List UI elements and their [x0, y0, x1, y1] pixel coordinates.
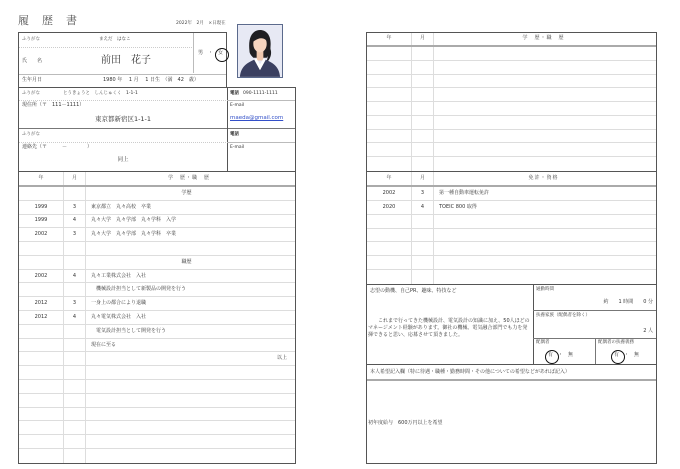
divider: [595, 338, 596, 364]
cell-year[interactable]: [19, 339, 64, 352]
cell-text[interactable]: 電気設計担当として開発を行う: [91, 327, 167, 334]
cell-text[interactable]: [434, 229, 656, 242]
cell-year[interactable]: [367, 270, 412, 284]
address-label[interactable]: 現住所（〒 111－1111）: [22, 102, 85, 108]
cell-text[interactable]: 学歴: [181, 189, 192, 196]
table-row: [367, 187, 656, 201]
table-row: [19, 201, 295, 215]
table-row: [367, 242, 656, 256]
cell-text[interactable]: [86, 380, 295, 393]
table-row: [19, 228, 295, 242]
cell-month[interactable]: [64, 449, 86, 463]
spouse-separator: ・: [558, 352, 564, 358]
cell-text[interactable]: 以上: [276, 355, 287, 362]
header-month: 月: [64, 172, 86, 185]
cell-text[interactable]: [434, 130, 656, 143]
licenses-table: [366, 171, 657, 285]
phone-label: 電話: [230, 91, 239, 96]
cell-month[interactable]: [412, 116, 434, 129]
divider: [19, 128, 295, 129]
contact-phone-label: 電話: [230, 132, 239, 137]
table-row: [19, 408, 295, 422]
name-label: 氏 名: [22, 58, 43, 64]
cell-month[interactable]: [64, 283, 86, 296]
cell-month[interactable]: [64, 435, 86, 448]
motivation-section: [366, 284, 657, 365]
cell-year[interactable]: [367, 143, 412, 156]
cell-text[interactable]: [434, 75, 656, 88]
cell-month[interactable]: [412, 61, 434, 74]
cell-year[interactable]: [367, 256, 412, 269]
wishes-text[interactable]: 初年度給与 600万円以上を希望: [368, 420, 443, 426]
document-date[interactable]: 2022年 2月 ×日現在: [176, 21, 226, 26]
cell-month[interactable]: [412, 130, 434, 143]
name-field[interactable]: 前田 花子: [101, 55, 151, 66]
address-furigana-label: ふりがな: [22, 91, 40, 96]
cell-month[interactable]: 3: [64, 297, 86, 310]
cell-year[interactable]: [19, 352, 64, 365]
cell-text[interactable]: [86, 435, 295, 448]
cell-text[interactable]: [86, 449, 295, 463]
cell-month[interactable]: 3: [412, 187, 434, 200]
spouse-selector[interactable]: [547, 353, 574, 358]
cell-month[interactable]: [412, 229, 434, 242]
dependents-label: 扶養家族（配偶者を除く）: [536, 313, 590, 318]
gender-female-option[interactable]: 女: [218, 50, 224, 56]
cell-text[interactable]: [86, 242, 295, 255]
cell-text[interactable]: [434, 143, 656, 156]
cell-month[interactable]: [64, 394, 86, 407]
contact-address-field[interactable]: 同上: [117, 157, 129, 163]
cell-year[interactable]: [367, 116, 412, 129]
table-header: [19, 172, 295, 187]
cell-month[interactable]: [412, 47, 434, 60]
cell-text[interactable]: [434, 116, 656, 129]
cell-month[interactable]: [412, 270, 434, 284]
cell-text[interactable]: 第一種自動車運転免許: [439, 189, 490, 196]
cell-text[interactable]: [434, 157, 656, 171]
divider: [227, 100, 295, 101]
table-row: [367, 88, 656, 102]
document-title: 履 歴 書: [18, 14, 78, 27]
table-row: [367, 157, 656, 171]
cell-text[interactable]: 機械設計担当として新製品の開発を行う: [91, 286, 187, 293]
gender-separator: ・: [208, 50, 214, 56]
address-section: [18, 87, 296, 172]
cell-text[interactable]: 丸々電気株式会社 入社: [91, 313, 147, 320]
cell-year[interactable]: 2002: [19, 228, 64, 241]
cell-text[interactable]: 現在に至る: [91, 341, 117, 348]
table-row: [19, 283, 295, 297]
cell-text[interactable]: 丸々大学 丸々学部 丸々学科 卒業: [91, 231, 177, 238]
cell-text[interactable]: [434, 61, 656, 74]
cell-month[interactable]: [64, 408, 86, 421]
table-row: [367, 61, 656, 75]
email-label: E-mail: [230, 103, 245, 108]
cell-text[interactable]: [434, 102, 656, 115]
spouse-support-label: 配偶者の扶養義務: [598, 340, 634, 345]
table-row: [367, 116, 656, 130]
contact-email-label: E-mail: [230, 145, 245, 150]
motivation-label: 志望の動機、自己PR、趣味、特技など: [370, 288, 457, 294]
cell-year[interactable]: [19, 380, 64, 393]
cell-text[interactable]: 丸々大学 丸々学部 丸々学科 入学: [91, 217, 177, 224]
portrait-photo[interactable]: [237, 24, 283, 78]
table-row: [19, 366, 295, 380]
cell-year[interactable]: 2012: [19, 297, 64, 310]
cell-year[interactable]: [367, 157, 412, 171]
divider: [193, 33, 194, 73]
cell-year[interactable]: 2020: [367, 201, 412, 214]
name-furigana-field[interactable]: まえだ はなこ: [99, 37, 131, 42]
table-row: [19, 187, 295, 201]
table-header: [367, 33, 656, 47]
cell-text[interactable]: [434, 88, 656, 101]
table-row: [367, 130, 656, 144]
cell-month[interactable]: [64, 187, 86, 200]
cell-text[interactable]: 一身上の都合により退職: [91, 300, 147, 307]
table-row: [19, 325, 295, 339]
cell-year[interactable]: [19, 256, 64, 269]
cell-year[interactable]: [19, 242, 64, 255]
table-row: [19, 339, 295, 353]
cell-month[interactable]: [412, 88, 434, 101]
table-row: [367, 143, 656, 157]
cell-year[interactable]: 1999: [19, 201, 64, 214]
contact-address-label[interactable]: 連絡先（〒 － ）: [22, 144, 93, 150]
contact-furigana-label: ふりがな: [22, 132, 40, 137]
wishes-label: 本人希望記入欄（特に待遇・職種・勤務時間・その他についての希望などがあれば記入）: [370, 369, 570, 375]
phone-field[interactable]: 090-1111-1111: [243, 91, 278, 96]
address-furigana-field[interactable]: とうきょうと しんじゅくく 1-1-1: [63, 91, 138, 96]
table-row: [367, 102, 656, 116]
spouse-support-selector[interactable]: [613, 353, 640, 358]
table-row: [19, 270, 295, 284]
personal-info-section: [18, 32, 227, 88]
cell-month[interactable]: [64, 421, 86, 434]
cell-month[interactable]: [412, 75, 434, 88]
cell-year[interactable]: [367, 75, 412, 88]
address-field[interactable]: 東京都新宿区1-1-1: [94, 115, 152, 123]
cell-year[interactable]: [19, 421, 64, 434]
birthdate-field[interactable]: 1980 年 1 月 1 日生 （満 42 歳）: [103, 77, 199, 83]
cell-year[interactable]: [367, 61, 412, 74]
cell-year[interactable]: [367, 215, 412, 228]
cell-month[interactable]: 3: [64, 228, 86, 241]
divider: [533, 310, 656, 311]
cell-year[interactable]: 2012: [19, 311, 64, 324]
cell-year[interactable]: [19, 435, 64, 448]
cell-month[interactable]: [412, 157, 434, 171]
cell-month[interactable]: [64, 366, 86, 379]
header-month: 月: [412, 33, 434, 45]
cell-month[interactable]: [412, 256, 434, 269]
cell-year[interactable]: [19, 366, 64, 379]
cell-text[interactable]: [434, 242, 656, 255]
table-row: [19, 215, 295, 229]
table-row: [19, 394, 295, 408]
wishes-section: [366, 364, 657, 464]
table-row: [367, 256, 656, 270]
cell-text[interactable]: [86, 394, 295, 407]
divider: [19, 142, 226, 143]
commute-label: 通勤時間: [536, 287, 554, 292]
education-work-history-table: [18, 171, 296, 464]
divider: [19, 100, 226, 101]
cell-year[interactable]: [367, 130, 412, 143]
cell-text[interactable]: [434, 270, 656, 284]
commute-field[interactable]: 約 1 時間 0 分: [603, 299, 653, 305]
header-year: 年: [367, 33, 412, 45]
spouse-label: 配偶者: [536, 340, 550, 345]
cell-month[interactable]: [412, 215, 434, 228]
email-link[interactable]: maeda@gmail.com: [230, 115, 284, 121]
cell-month[interactable]: [64, 352, 86, 365]
table-row: [367, 270, 656, 284]
cell-month[interactable]: [64, 256, 86, 269]
table-row: [19, 297, 295, 311]
cell-year[interactable]: [19, 394, 64, 407]
cell-year[interactable]: [19, 283, 64, 296]
cell-text[interactable]: [86, 366, 295, 379]
table-row: [19, 449, 295, 463]
cell-year[interactable]: [367, 47, 412, 60]
cell-month[interactable]: [412, 143, 434, 156]
spouse-support-separator: ・: [624, 352, 630, 358]
divider: [533, 285, 534, 364]
gender-selector[interactable]: [197, 51, 224, 56]
cell-text[interactable]: 丸々工業株式会社 入社: [91, 272, 147, 279]
cell-year[interactable]: [19, 325, 64, 338]
spouse-yes-option[interactable]: 有: [548, 352, 554, 358]
cell-month[interactable]: 4: [412, 201, 434, 214]
cell-month[interactable]: [412, 102, 434, 115]
history-continued-table: [366, 32, 657, 172]
divider: [227, 142, 295, 143]
table-row: [19, 311, 295, 325]
cell-month[interactable]: 3: [64, 201, 86, 214]
cell-text[interactable]: [434, 256, 656, 269]
person-portrait-icon: [238, 25, 282, 77]
header-text: 学 歴・職 歴: [167, 174, 210, 181]
cell-year[interactable]: 1999: [19, 215, 64, 228]
table-row: [19, 242, 295, 256]
table-row: [19, 256, 295, 270]
cell-year[interactable]: [367, 242, 412, 255]
cell-month[interactable]: 4: [64, 270, 86, 283]
divider: [19, 47, 192, 48]
cell-text[interactable]: TOEIC 800 取得: [439, 203, 477, 210]
header-year: 年: [367, 172, 412, 185]
name-furigana-label: ふりがな: [22, 37, 40, 42]
divider: [19, 74, 226, 75]
motivation-text[interactable]: これまで行ってきた機械設計、電気設計の知識に加え、50人ほどのマネージメント経験があります。御社の機械、電気融合部門でも力を発揮できると思い、応募させて頂きました。: [368, 318, 530, 338]
header-month: 月: [412, 172, 434, 185]
dependents-field[interactable]: 2 人: [643, 328, 653, 334]
cell-year[interactable]: [367, 88, 412, 101]
cell-month[interactable]: [64, 339, 86, 352]
table-row: [367, 229, 656, 243]
cell-text[interactable]: 東京都立 丸々高校 卒業: [91, 203, 152, 210]
table-row: [367, 201, 656, 215]
cell-month[interactable]: 4: [64, 311, 86, 324]
divider: [367, 379, 656, 381]
table-row: [19, 435, 295, 449]
cell-month[interactable]: 4: [64, 215, 86, 228]
cell-text[interactable]: [86, 421, 295, 434]
cell-text[interactable]: [86, 408, 295, 421]
cell-text[interactable]: [434, 47, 656, 60]
cell-year[interactable]: [367, 102, 412, 115]
spouse-no-option[interactable]: 無: [568, 352, 574, 358]
cell-year[interactable]: [19, 449, 64, 463]
table-header: [367, 172, 656, 187]
table-row: [19, 352, 295, 366]
cell-year[interactable]: 2002: [367, 187, 412, 200]
table-row: [367, 215, 656, 229]
table-row: [367, 75, 656, 89]
header-year: 年: [19, 172, 64, 185]
cell-text[interactable]: [434, 215, 656, 228]
spouse-support-yes-option[interactable]: 有: [614, 352, 620, 358]
header-text: 免許・資格: [528, 174, 559, 181]
spouse-support-no-option[interactable]: 無: [634, 352, 640, 358]
header-text: 学 歴・職 歴: [522, 35, 565, 42]
cell-month[interactable]: [64, 380, 86, 393]
table-row: [19, 380, 295, 394]
table-row: [367, 47, 656, 61]
cell-year[interactable]: [19, 408, 64, 421]
cell-year[interactable]: [367, 229, 412, 242]
cell-year[interactable]: [19, 187, 64, 200]
cell-month[interactable]: [64, 242, 86, 255]
cell-text[interactable]: 職歴: [181, 258, 192, 265]
table-row: [19, 421, 295, 435]
cell-year[interactable]: 2002: [19, 270, 64, 283]
birthdate-label: 生年月日: [22, 77, 43, 83]
cell-month[interactable]: [412, 242, 434, 255]
gender-male-option[interactable]: 男: [198, 50, 204, 56]
cell-month[interactable]: [64, 325, 86, 338]
